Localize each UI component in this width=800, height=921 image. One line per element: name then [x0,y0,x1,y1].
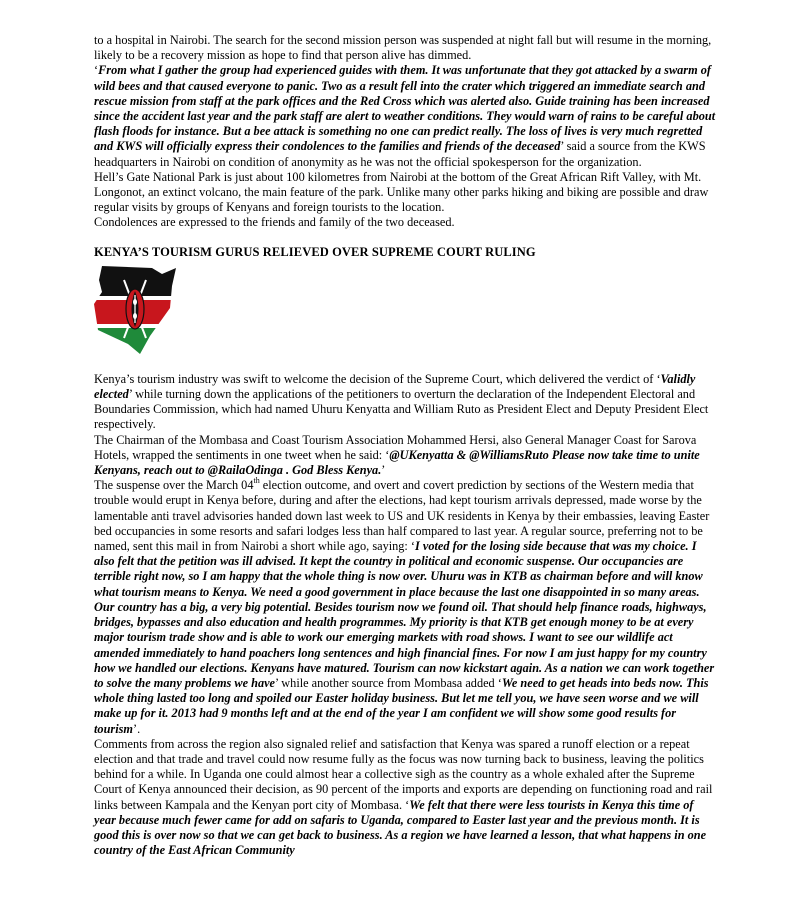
kenya-flag-map-image [94,264,184,356]
paragraph-hospital: to a hospital in Nairobi. The search for the second mission person was suspended at night fall but will resume in the morning, likely to be a recovery mission as hope to find that person alive has dimmed. [94,33,712,63]
paragraph-election-suspense: The suspense over the March 04th election outcome, and overt and covert prediction by sections of the Western media that trouble would erupt in Kenya before, during and after the elections, had kept tourism arrivals depressed, made worse by the lamentable anti travel advisories handed down last week to US and UK residents in Kenya by their embassies, leaving Easter bed occupancies in some resorts and safari lodges less than half compared to last year. A regular source, preferring not to be named, sent this mail in from Nairobi a short while ago, saying: ‘I voted for the losing side because that was my choice. I also felt that the petition was ill advised. It kept the country in political and economic suspense. Our occupancies are terrible right now, so I am happy that the whole thing is now over. Uhuru was in KTB as chairman before and will know what tourism means to Kenya. We need a good government in place because the last one disappointed in so many areas. Our country has a big, a very big potential. Besides tourism now we found oil. That should help finance roads, highways, bridges, bypasses and also education and health programmes. My priority is that KTB get enough money to be at every major tourism trade show and is able to work our emerging markets with road shows. I want to see our wildlife act amended immediately to hand poachers long sentences and high financial fines. For now I am just happy for my country how we handled our elections. Kenyans have matured. Tourism can now kickstart again. As a nation we can work together to solve the many problems we have’ while another source from Mombasa added ‘We need to get heads into beds now. This whole thing lasted too long and spoiled our Easter holiday business. But let me tell you, we have seen worse and we will make up for it. 2013 had 9 months left and at the end of the year I am confident we will show some good results for tourism’. [94,476,715,736]
paragraph-kws-quote: ‘From what I gather the group had experienced guides with them. It was unfortunate that they got attacked by a swarm of wild bees and that caused everyone to panic. Two as a result fell into the crater which triggered an immediate search and rescue mission from staff at the park offices and the Red Cross which was alerted also. Guide training has been increased since the accident last year and the park staff are alert to weather conditions. They would warn of rains to be careful about flash floods for instance. But a bee attack is something no one can predict really. The loss of lives is very much regretted and KWS will officially express their condolences to the families and friends of the deceased’ said a source from the KWS headquarters in Nairobi on condition of anonymity as he was not the official spokesperson for the organization. [94,63,716,169]
nairobi-source-quote: I voted for the losing side because that was my choice. I also felt that the petition was ill advised. It kept the country in political and economic suspense. Our occupancies are terrible right now, so I am happy that the whole thing is now over. Uhuru was in KTB as chairman before and will know what tourism means to Kenya. We need a good government in place because the last one disappointed in so many areas. Our country has a big, a very big potential. Besides tourism now we found oil. That should help finance roads, highways, bridges, bypasses and also education and health programmes. My priority is that KTB get enough money to be at every major tourism trade show and is able to work our emerging markets with road shows. I want to see our wildlife act amended immediately to hand poachers long sentences and high financial fines. For now I am just happy for my country how we handled our elections. Kenyans have matured. Tourism can now kickstart again. As a nation we can work together to solve the many problems we have [94,539,715,690]
paragraph-hersi-tweet: The Chairman of the Mombasa and Coast Tourism Association Mohammed Hersi, also General Manager Coast for Sarova Hotels, wrapped the sentiments in one tweet when he said: ‘@UKenyatta & @WilliamsRuto Please now take time to unite Kenyans, reach out to @RailaOdinga . God Bless Kenya.’ [94,432,700,478]
paragraph-condolences: Condolences are expressed to the friends and family of the two deceased. [94,215,455,230]
section-heading: KENYA’S TOURISM GURUS RELIEVED OVER SUPREME COURT RULING [94,244,536,259]
tweet-quote: @UKenyatta & @WilliamsRuto Please now take time to unite Kenyans, reach out to @RailaOdinga . God Bless Kenya. [94,447,700,478]
paragraph-region-relief: Comments from across the region also signaled relief and satisfaction that Kenya was spared a runoff election or a repeat election and that trade and travel could now resume fully as the focus was now turning back to business, leaving the politics behind for a while. In Uganda one could almost hear a collective sigh as the country as a whole exhaled after the Supreme Court of Kenya announced their decision, as 90 percent of the imports and exports are depending on functioning road and rail links between Kampala and the Kenyan port city of Mombasa. ‘We felt that there were less tourists in Kenya this time of year because much fewer came for add on safaris to Uganda, compared to Easter last year and the previous month. It is good this is over now so that we can get back to business. As a region we have learned a lesson, that what happens in one country of the East African Community [94,736,713,858]
document-page [94,33,716,858]
paragraph-hells-gate: Hell’s Gate National Park is just about 100 kilometres from Nairobi at the bottom of the Great African Rift Valley, with Mt. Longonot, an extinct volcano, the main feature of the park. Unlike many other parks hiking and biking are possible and draw regular visits by groups of Kenyans and foreign tourists to the location. [94,169,709,215]
paragraph-tourism-welcome: Kenya’s tourism industry was swift to welcome the decision of the Supreme Court, which delivered the verdict of ‘Validly elected’ while turning down the applications of the petitioners to overturn the declaration of the Independent Electoral and Boundaries Commission, which had named Uhuru Kenyatta and William Ruto as President Elect and Deputy President Elect respectively. [94,371,709,432]
uganda-quote: We felt that there were less tourists in Kenya this time of year because much fewer came for add on safaris to Uganda, compared to Easter last year and the previous month. It is good this is over now so that we can get back to business. As a region we have learned a lesson, that what happens in one country of the East African Community [94,797,707,858]
mombasa-source-quote: We need to get heads into beds now. This whole thing lasted too long and spoiled our Easter holiday business. But let me tell you, we have seen worse and we will make up for it. 2013 had 9 months left and at the end of the year I am confident we will show some good results for tourism [94,675,709,736]
kws-quote: From what I gather the group had experienced guides with them. It was unfortunate that they got attacked by a swarm of wild bees and that caused everyone to panic. Two as a result fell into the crater which triggered an immediate search and rescue mission from staff at the park offices and the Red Cross which was alerted also. Guide training has been increased since the accident last year and the park staff are alert to weather conditions. They would warn of rains to be careful about flash floods for instance. But a bee attack is something no one can predict really. The loss of lives is very much regretted and KWS will officially express their condolences to the families and friends of the deceased [94,63,716,154]
maasai-shield-icon [124,280,146,338]
